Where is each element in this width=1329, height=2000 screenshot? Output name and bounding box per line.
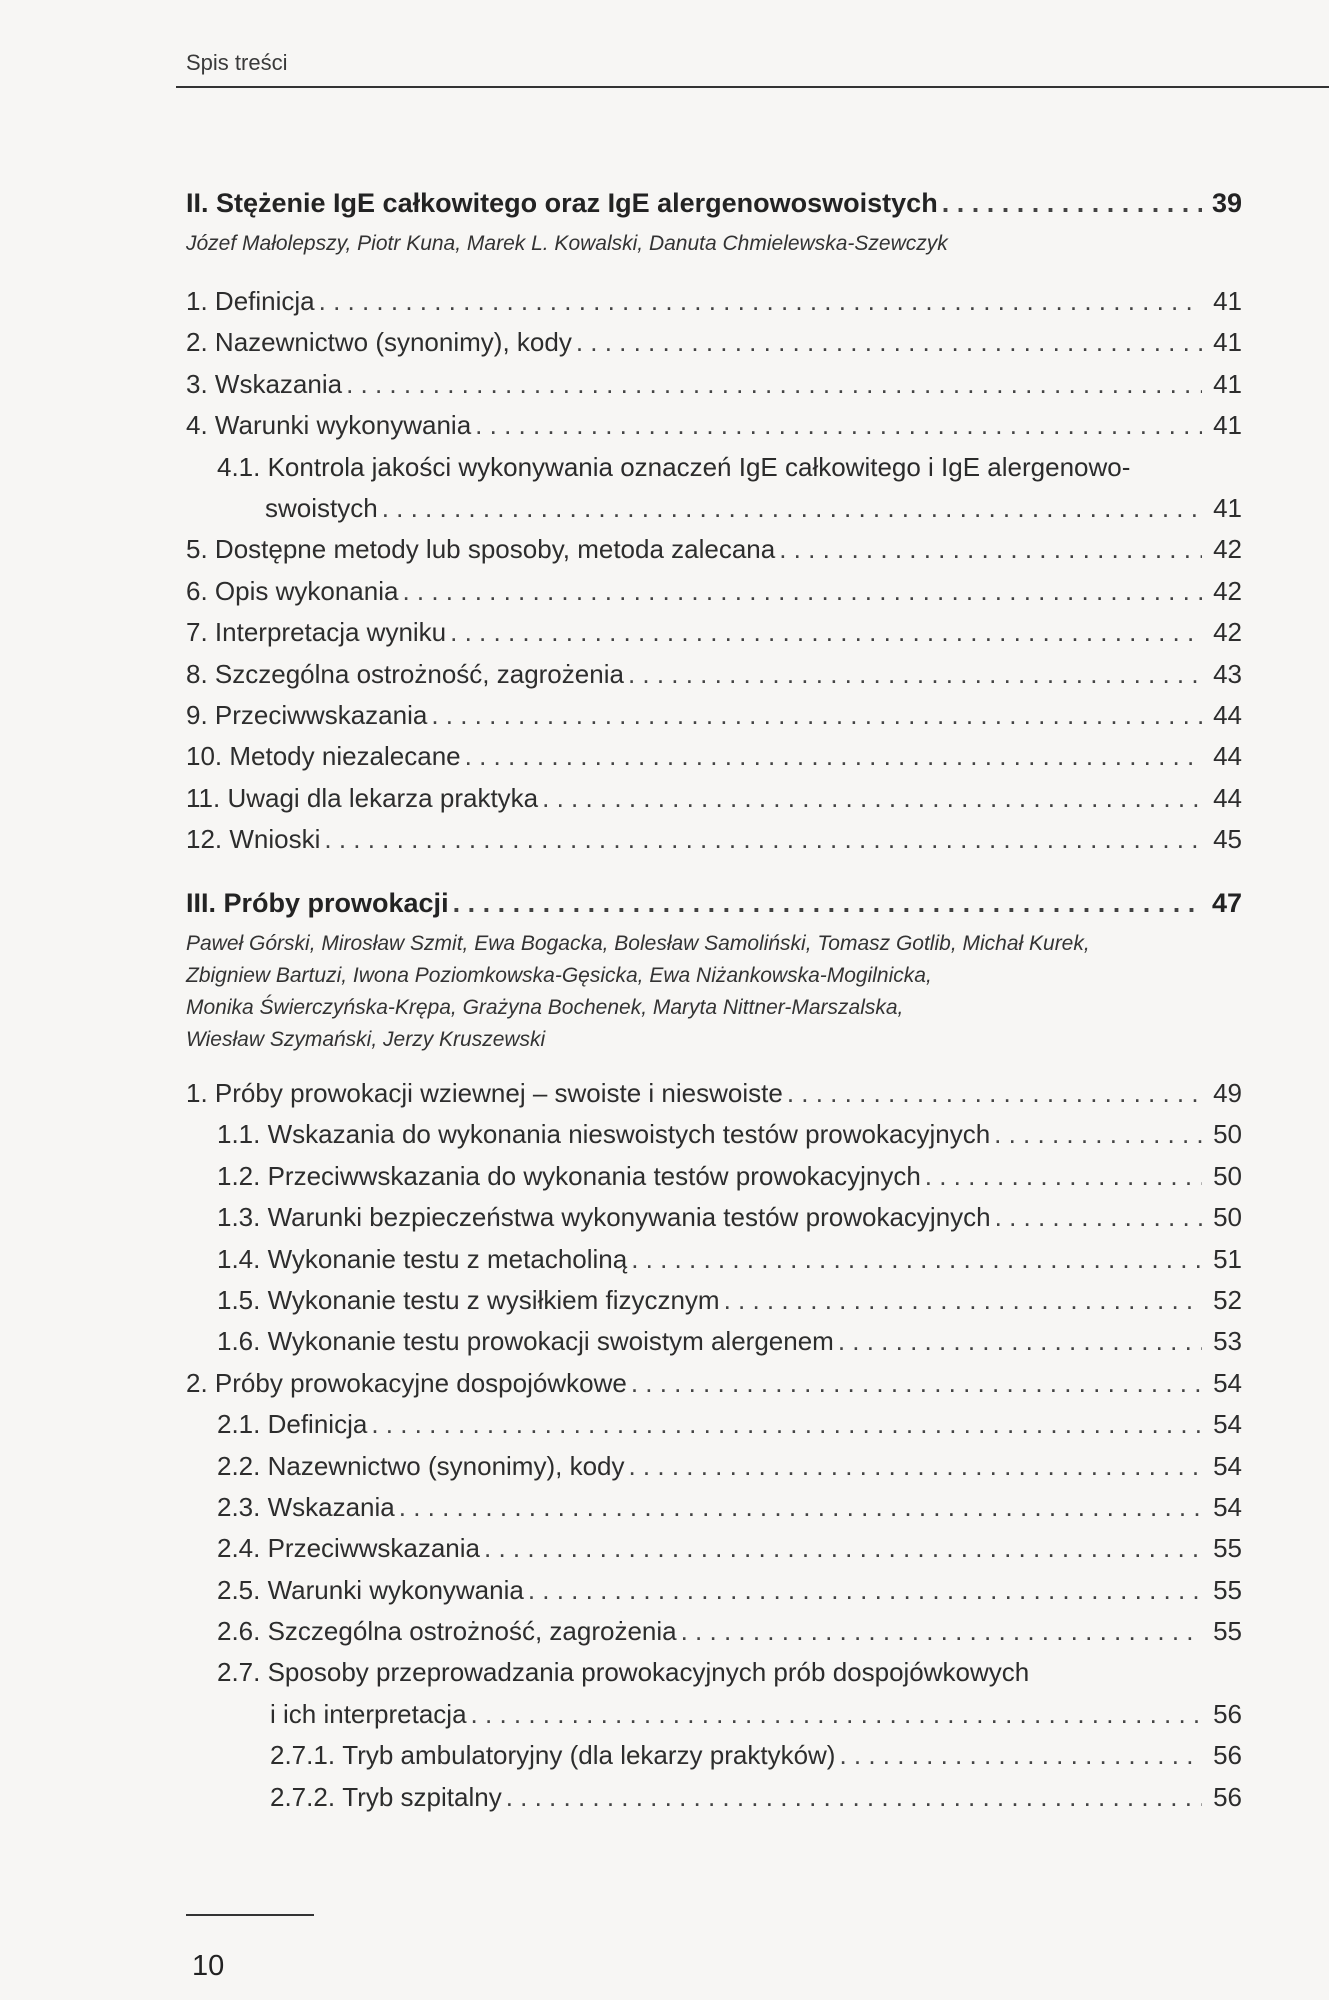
author-line: Zbigniew Bartuzi, Iwona Poziomkowska-Gęsicka, Ewa Niżankowska-Mogilnicka, bbox=[186, 964, 932, 987]
entry-title: Warunki wykonywania bbox=[267, 1574, 524, 1605]
page-ref: 54 bbox=[1213, 1491, 1242, 1522]
toc-entry[interactable] bbox=[186, 1616, 1242, 1657]
entry-number: 7. bbox=[186, 617, 215, 648]
leader-dots bbox=[346, 369, 1202, 400]
toc-entry[interactable] bbox=[186, 1161, 1242, 1202]
entry-title: Wykonanie testu z metacholiną bbox=[267, 1243, 628, 1274]
leader-dots bbox=[450, 617, 1202, 648]
entry-title: Przeciwwskazania bbox=[214, 699, 428, 730]
toc-entry[interactable] bbox=[186, 617, 1242, 658]
toc-entry[interactable] bbox=[186, 1782, 1242, 1823]
leader-dots bbox=[994, 1119, 1202, 1150]
toc-entry[interactable] bbox=[186, 1368, 1242, 1409]
page-ref: 54 bbox=[1213, 1450, 1242, 1481]
page-ref: 50 bbox=[1213, 1160, 1242, 1191]
leader-dots bbox=[995, 1202, 1202, 1233]
entry-title: Nazewnictwo (synonimy), kody bbox=[267, 1450, 625, 1481]
page-number: 10 bbox=[192, 1950, 225, 1982]
page-ref: 54 bbox=[1213, 1409, 1242, 1440]
leader-dots bbox=[484, 1533, 1202, 1564]
toc-entry[interactable] bbox=[186, 410, 1242, 451]
leader-dots bbox=[576, 327, 1202, 358]
leader-dots bbox=[724, 1285, 1202, 1316]
leader-dots bbox=[453, 888, 1202, 919]
leader-dots bbox=[319, 286, 1202, 317]
leader-dots bbox=[506, 1782, 1202, 1813]
entry-title: Dostępne metody lub sposoby, metoda zalecana bbox=[214, 534, 776, 565]
entry-title: Definicja bbox=[267, 1409, 368, 1440]
entry-number: 3. bbox=[186, 368, 215, 399]
leader-dots bbox=[631, 1244, 1202, 1275]
toc-entry[interactable] bbox=[186, 534, 1242, 575]
entry-title-line1: Kontrola jakości wykonywania oznaczeń IgE całkowitego i IgE alergenowo- bbox=[267, 451, 1131, 482]
page-ref: 41 bbox=[1213, 492, 1242, 523]
toc-entry[interactable] bbox=[186, 700, 1242, 741]
page-ref: 43 bbox=[1213, 658, 1242, 689]
entry-title: Tryb szpitalny bbox=[342, 1781, 502, 1812]
entry-title: Nazewnictwo (synonimy), kody bbox=[214, 327, 572, 358]
entry-title: Opis wykonania bbox=[214, 575, 399, 606]
entry-number: 1. bbox=[186, 286, 215, 316]
page-ref: 51 bbox=[1213, 1243, 1242, 1274]
page-ref: 55 bbox=[1213, 1616, 1242, 1647]
section-authors bbox=[186, 228, 1242, 260]
entry-title: Wykonanie testu z wysiłkiem fizycznym bbox=[267, 1284, 720, 1315]
page-ref: 52 bbox=[1213, 1284, 1242, 1315]
toc-entry[interactable] bbox=[186, 576, 1242, 617]
page-ref: 49 bbox=[1213, 1078, 1242, 1108]
section-authors bbox=[186, 928, 1242, 1056]
entry-title: Warunki wykonywania bbox=[214, 410, 472, 441]
author-line: Józef Małolepszy, Piotr Kuna, Marek L. Kowalski, Danuta Chmielewska-Szewczyk bbox=[186, 232, 948, 255]
leader-dots bbox=[402, 576, 1202, 607]
entry-number: 1.3. bbox=[217, 1202, 268, 1233]
entry-number: 11. bbox=[186, 782, 228, 813]
page-ref: 44 bbox=[1213, 782, 1242, 813]
leader-dots bbox=[681, 1616, 1202, 1647]
entry-number: 4. bbox=[186, 410, 215, 441]
leader-dots bbox=[475, 410, 1202, 441]
leader-dots bbox=[838, 1326, 1202, 1357]
entry-title: Uwagi dla lekarza praktyka bbox=[227, 782, 539, 813]
entry-number: 2. bbox=[186, 1367, 215, 1398]
entry-title: Przeciwwskazania bbox=[267, 1533, 480, 1564]
entry-title: Metody niezalecane bbox=[229, 741, 461, 772]
page-ref: 50 bbox=[1213, 1119, 1242, 1150]
toc-entry[interactable] bbox=[186, 783, 1242, 824]
toc-entry[interactable] bbox=[186, 1740, 1242, 1781]
entry-number: 1.6. bbox=[217, 1326, 268, 1357]
entry-title: swoistych bbox=[265, 492, 378, 523]
entry-number: 9. bbox=[186, 699, 215, 730]
page-ref: 47 bbox=[1211, 888, 1242, 918]
entry-number: 6. bbox=[186, 575, 215, 606]
toc-entry[interactable] bbox=[186, 327, 1242, 368]
toc-entry-multiline[interactable] bbox=[186, 452, 1242, 535]
page-ref: 53 bbox=[1213, 1326, 1242, 1357]
entry-title: Definicja bbox=[214, 286, 315, 316]
page-ref: 55 bbox=[1213, 1574, 1242, 1605]
leader-dots bbox=[779, 534, 1202, 565]
entry-number: 8. bbox=[186, 658, 215, 689]
toc-entry[interactable] bbox=[186, 1451, 1242, 1492]
entry-number: 2.5. bbox=[217, 1574, 268, 1605]
section-title: III. Próby prowokacji bbox=[186, 888, 449, 918]
toc-entry[interactable] bbox=[186, 1326, 1242, 1367]
toc-section-iii bbox=[186, 888, 1242, 1823]
entry-title: Wskazania bbox=[214, 368, 343, 399]
section-title: II. Stężenie IgE całkowitego oraz IgE alergenowoswoistych bbox=[186, 188, 938, 218]
toc-entry[interactable] bbox=[186, 369, 1242, 410]
entry-number: 1. bbox=[186, 1078, 215, 1108]
page-ref: 55 bbox=[1213, 1533, 1242, 1564]
entry-number: 2.6. bbox=[217, 1616, 268, 1647]
leader-dots bbox=[631, 1368, 1202, 1399]
page-ref: 42 bbox=[1213, 617, 1242, 648]
entry-title-line1: Sposoby przeprowadzania prowokacyjnych prób dospojówkowych bbox=[267, 1657, 1030, 1688]
entry-title: Tryb ambulatoryjny (dla lekarzy praktyków) bbox=[342, 1740, 836, 1771]
running-head: Spis treści bbox=[186, 50, 288, 75]
toc-entry[interactable] bbox=[186, 1575, 1242, 1616]
leader-dots bbox=[431, 700, 1202, 731]
entry-title: Interpretacja wyniku bbox=[214, 617, 447, 648]
leader-dots bbox=[465, 741, 1202, 772]
toc-entry[interactable] bbox=[186, 741, 1242, 782]
entry-title: Wskazania bbox=[267, 1491, 395, 1522]
toc-entry[interactable] bbox=[186, 1244, 1242, 1285]
page-ref: 41 bbox=[1213, 286, 1242, 316]
page-ref: 41 bbox=[1213, 410, 1242, 441]
leader-dots bbox=[925, 1161, 1202, 1192]
page-ref: 44 bbox=[1213, 699, 1242, 730]
toc-entry[interactable] bbox=[186, 824, 1242, 865]
page-ref: 56 bbox=[1213, 1698, 1242, 1729]
toc-entry[interactable] bbox=[186, 1078, 1242, 1119]
entry-title: Warunki bezpieczeństwa wykonywania testów prowokacyjnych bbox=[267, 1202, 991, 1233]
entry-number: 1.2. bbox=[217, 1160, 268, 1191]
toc-entry[interactable] bbox=[186, 1285, 1242, 1326]
leader-dots bbox=[628, 659, 1202, 690]
toc-entry[interactable] bbox=[186, 1119, 1242, 1160]
author-line: Monika Świerczyńska-Krępa, Grażyna Bochenek, Maryta Nittner-Marszalska, bbox=[186, 996, 904, 1019]
leader-dots bbox=[528, 1575, 1202, 1606]
toc-entry[interactable] bbox=[186, 1533, 1242, 1574]
entry-title: Próby prowokacji wziewnej – swoiste i nieswoiste bbox=[214, 1078, 783, 1108]
leader-dots bbox=[839, 1740, 1202, 1771]
toc-entry-multiline[interactable] bbox=[186, 1657, 1242, 1740]
footer-rule bbox=[186, 1914, 314, 1916]
page-ref: 41 bbox=[1213, 368, 1242, 399]
entry-number: 1.5. bbox=[217, 1284, 268, 1315]
section-heading[interactable] bbox=[186, 188, 1242, 228]
author-line: Wiesław Szymański, Jerzy Kruszewski bbox=[186, 1028, 546, 1051]
toc-entry[interactable] bbox=[186, 659, 1242, 700]
page-ref: 42 bbox=[1213, 575, 1242, 606]
page-ref: 41 bbox=[1213, 327, 1242, 358]
entry-number: 2. bbox=[186, 327, 215, 358]
page-ref: 42 bbox=[1213, 534, 1242, 565]
leader-dots bbox=[371, 1409, 1202, 1440]
entry-title: Wykonanie testu prowokacji swoistym alergenem bbox=[267, 1326, 834, 1357]
leader-dots bbox=[471, 1699, 1202, 1730]
entry-number: 2.2. bbox=[217, 1450, 268, 1481]
author-line: Paweł Górski, Mirosław Szmit, Ewa Bogacka, Bolesław Samoliński, Tomasz Gotlib, Michał Kurek, bbox=[186, 932, 1090, 955]
leader-dots bbox=[787, 1078, 1202, 1109]
entry-number: 2.7.2. bbox=[270, 1781, 343, 1812]
entry-number: 12. bbox=[186, 824, 230, 855]
entry-number: 2.3. bbox=[217, 1491, 268, 1522]
page-ref: 39 bbox=[1211, 188, 1242, 218]
entry-number: 1.1. bbox=[217, 1119, 268, 1150]
entry-title: Wnioski bbox=[229, 824, 321, 855]
toc-entry[interactable] bbox=[186, 1492, 1242, 1533]
entry-title: i ich interpretacja bbox=[270, 1698, 467, 1729]
page-ref: 54 bbox=[1213, 1367, 1242, 1398]
entry-number: 2.7.1. bbox=[270, 1740, 343, 1771]
section-heading[interactable] bbox=[186, 888, 1242, 928]
leader-dots bbox=[324, 824, 1202, 855]
entry-title: Próby prowokacyjne dospojówkowe bbox=[214, 1367, 627, 1398]
entry-title: Szczególna ostrożność, zagrożenia bbox=[267, 1616, 677, 1647]
page-ref: 50 bbox=[1213, 1202, 1242, 1233]
entry-title: Przeciwwskazania do wykonania testów prowokacyjnych bbox=[267, 1160, 921, 1191]
page-ref: 44 bbox=[1213, 741, 1242, 772]
page-ref: 56 bbox=[1213, 1781, 1242, 1812]
header-rule bbox=[176, 86, 1329, 88]
toc-entry[interactable] bbox=[186, 1409, 1242, 1450]
toc-section-ii bbox=[186, 188, 1242, 865]
leader-dots bbox=[942, 188, 1202, 219]
leader-dots bbox=[542, 783, 1202, 814]
entry-title: Wskazania do wykonania nieswoistych testów prowokacyjnych bbox=[267, 1119, 991, 1150]
entry-number: 4.1. bbox=[217, 451, 268, 482]
toc-entry[interactable] bbox=[186, 1202, 1242, 1243]
page-ref: 56 bbox=[1213, 1740, 1242, 1771]
leader-dots bbox=[382, 493, 1202, 524]
entry-number: 10. bbox=[186, 741, 230, 772]
page-ref: 45 bbox=[1213, 824, 1242, 855]
entry-number: 2.1. bbox=[217, 1409, 268, 1440]
entry-title: Szczególna ostrożność, zagrożenia bbox=[214, 658, 624, 689]
entry-number: 2.7. bbox=[217, 1657, 268, 1688]
entry-number: 5. bbox=[186, 534, 215, 565]
toc-entry[interactable] bbox=[186, 286, 1242, 327]
leader-dots bbox=[628, 1451, 1202, 1482]
entry-number: 1.4. bbox=[217, 1243, 268, 1274]
entry-number: 2.4. bbox=[217, 1533, 268, 1564]
leader-dots bbox=[399, 1492, 1202, 1523]
